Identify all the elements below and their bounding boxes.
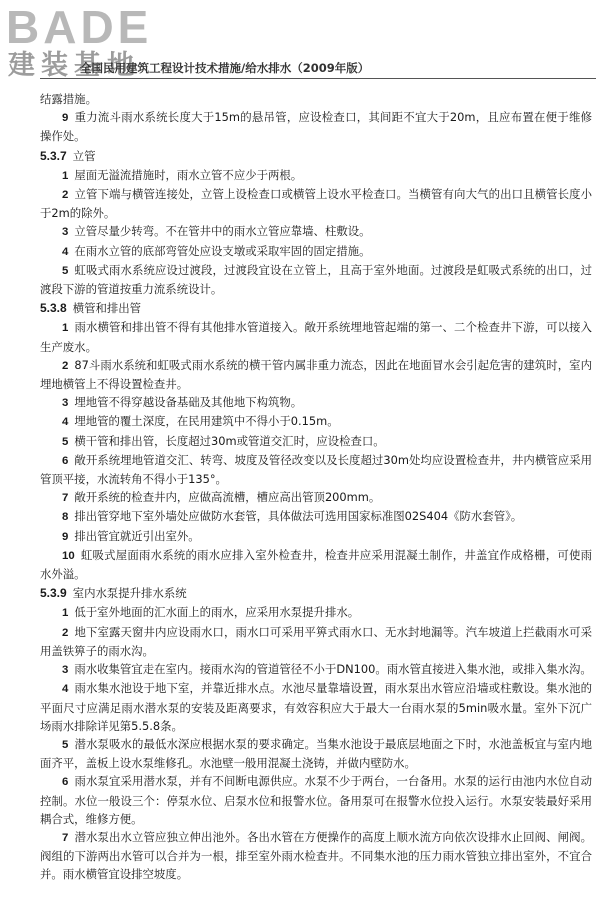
clause-number: 4 [62,683,69,696]
clause-number: 5 [62,264,69,277]
clause-item [40,166,592,185]
clause-text: 地下室露天窗井内应设雨水口，雨水口可采用平箅式雨水口、无水封地漏等。汽车坡道上拦截雨水可采用盖铁箅子的雨水沟。 [40,624,592,658]
section-heading [40,299,592,317]
clause-number: 2 [62,189,69,202]
section-title: 立管 [72,148,96,163]
clause-number: 8 [62,511,69,524]
clause-number: 2 [62,359,69,372]
brand-logo: BADE [6,1,153,53]
clause-item [40,623,592,660]
header-divider [40,78,596,79]
clause-text: 虹吸式雨水系统应设过渡段，过渡段宜设在立管上，且高于室外地面。过渡段是虹吸式系统的出口，过渡段下游的管道按重力流系统设计。 [40,262,592,297]
clause-number: 9 [62,112,69,125]
clause-number: 9 [62,530,69,543]
clause-item [40,828,592,884]
page-header [0,0,600,88]
clause-item [40,679,592,735]
clause-item [40,242,592,261]
clause-item [40,527,592,546]
clause-text: 立管下端与横管连接处，立管上设检查口或横管上设水平检查口。当横管有向大气的出口且横管长度小于2m的除外。 [40,187,592,221]
clause-text: 虹吸式屋面雨水系统的雨水应排入室外检查井，检查井应采用混凝土制作，井盖宜作成格栅，可使雨水外溢。 [40,547,592,582]
section-number: 5.3.9 [40,586,67,601]
clause-item [40,261,592,298]
clause-text: 屋面无溢流措施时，雨水立管不应少于两根。 [74,167,303,182]
clause-item [40,432,592,451]
clause-item [40,735,592,772]
clause-number: 2 [62,626,69,639]
clause-text: 埋地管的覆土深度，在民用建筑中不得小于0.15m。 [74,414,339,429]
clause-item [40,412,592,431]
clause-number: 7 [62,831,69,844]
clause-item [40,393,592,412]
clause-number: 3 [62,397,69,410]
clause-item [40,603,592,622]
clause-text: 在雨水立管的底部弯管处应设支墩或采取牢固的固定措施。 [74,243,371,258]
clause-item [40,108,592,145]
clause-number: 1 [62,322,69,335]
section-heading [40,147,592,165]
clause-number: 4 [62,416,69,429]
clause-item [40,451,592,488]
clause-number: 4 [62,245,69,258]
clause-text: 排出管穿地下室外墙处应做防水套管，具体做法可选用国家标准图02S404《防水套管》。 [74,509,523,524]
clause-number: 6 [62,776,69,789]
clause-text: 雨水集水池设于地下室，并靠近排水点。水池尽量靠墙设置，雨水泵出水管应沿墙或柱敷设。集水池的平面尺寸应满足雨水潜水泵的安装及距离要求，有效容积应大于最大一台雨水泵的5min吸水量。室外下沉广场雨水排除详见第5.5.8条。 [40,681,592,733]
clause-text: 立管尽量少转弯。不在管井中的雨水立管应靠墙、柱敷设。 [74,224,371,239]
clause-number: 1 [62,607,69,620]
clause-text: 重力流斗雨水系统长度大于15m的悬吊管，应设检查口，其间距不宜大于20m，且应布置在便于维修操作处。 [40,110,592,144]
clause-number: 3 [62,226,69,239]
clause-number: 5 [62,435,69,448]
clause-text: 雨水横管和排出管不得有其他排水管道接入。敞开系统埋地管起端的第一、二个检查井下游，可以接入生产废水。 [40,320,592,354]
clause-number: 1 [62,169,69,182]
clause-item [40,507,592,526]
clause-text: 埋地管不得穿越设备基础及其他地下构筑物。 [74,395,303,410]
continued-text: 结露措施。 [40,92,97,106]
clause-text: 雨水收集管宜走在室内。接雨水沟的管道管径不小于DN100。雨水管直接进入集水池，或排入集水沟。 [74,662,592,677]
clause-text: 潜水泵出水立管应独立伸出池外。各出水管在方便操作的高度上顺水流方向依次设排水止回阀、闸阀。阀组的下游两出水管可以合并为一根，排至室外雨水检查井。不同集水池的压力雨水管独立排出室外，不宜合并。雨水横管宜设排空坡度。 [40,829,592,882]
section-title: 室内水泵提升排水系统 [72,586,187,601]
clause-text: 潜水泵吸水的最低水深应根据水泵的要求确定。当集水池设于最底层地面之下时，水池盖板宜与室内地面齐平，盖板上设水泵维修孔。水池壁一般用混凝土浇铸，并做内壁防水。 [40,736,592,771]
clause-text: 排出管宜就近引出室外。 [74,528,200,543]
brand-logo-subtitle: 建装基地 [8,50,140,81]
section-number: 5.3.7 [40,148,67,163]
clause-number: 5 [62,738,69,751]
clause-item [40,546,592,583]
section-title: 横管和排出管 [72,301,142,316]
clause-item [40,222,592,241]
clause-text: 低于室外地面的汇水面上的雨水，应采用水泵提升排水。 [74,605,360,620]
clause-item [40,488,592,507]
clause-text: 横干管和排出管，长度超过30m或管道交汇时，应设检查口。 [74,433,385,448]
clause-number: 7 [62,492,69,505]
document-body [40,90,592,884]
clause-number: 3 [62,664,69,677]
clause-text: 敞开系统的检查井内，应做高流槽，槽应高出管顶200mm。 [74,490,381,505]
clause-text: 敞开系统埋地管道交汇、转弯、坡度及管径改变以及长度超过30m处均应设置检查井，井内横管应采用管顶平接，水流转角不得小于135°。 [40,452,592,487]
section-heading [40,584,592,602]
clause-item [40,660,592,679]
clause-number: 6 [62,454,69,467]
clause-item [40,356,592,393]
clause-number: 10 [62,549,75,562]
clause-item [40,185,592,222]
clause-item [40,318,592,355]
clause-text: 87斗雨水系统和虹吸式雨水系统的横干管内属非重力流态，因此在地面冒水会引起危害的建筑时，室内埋地横管上不得设置检查井。 [40,357,592,392]
clause-item [40,772,592,828]
running-header-title: 全国民用建筑工程设计技术措施/给水排水（2009年版） [80,61,370,75]
clause-text: 雨水泵宜采用潜水泵，并有不间断电源供应。水泵不少于两台，一台备用。水泵的运行由池内水位自动控制。水位一般设三个：停泵水位、启泵水位和报警水位。备用泵可在报警水位投入运行。水泵安装最好采用耦合式，维修方便。 [40,774,592,826]
section-number: 5.3.8 [40,301,67,316]
